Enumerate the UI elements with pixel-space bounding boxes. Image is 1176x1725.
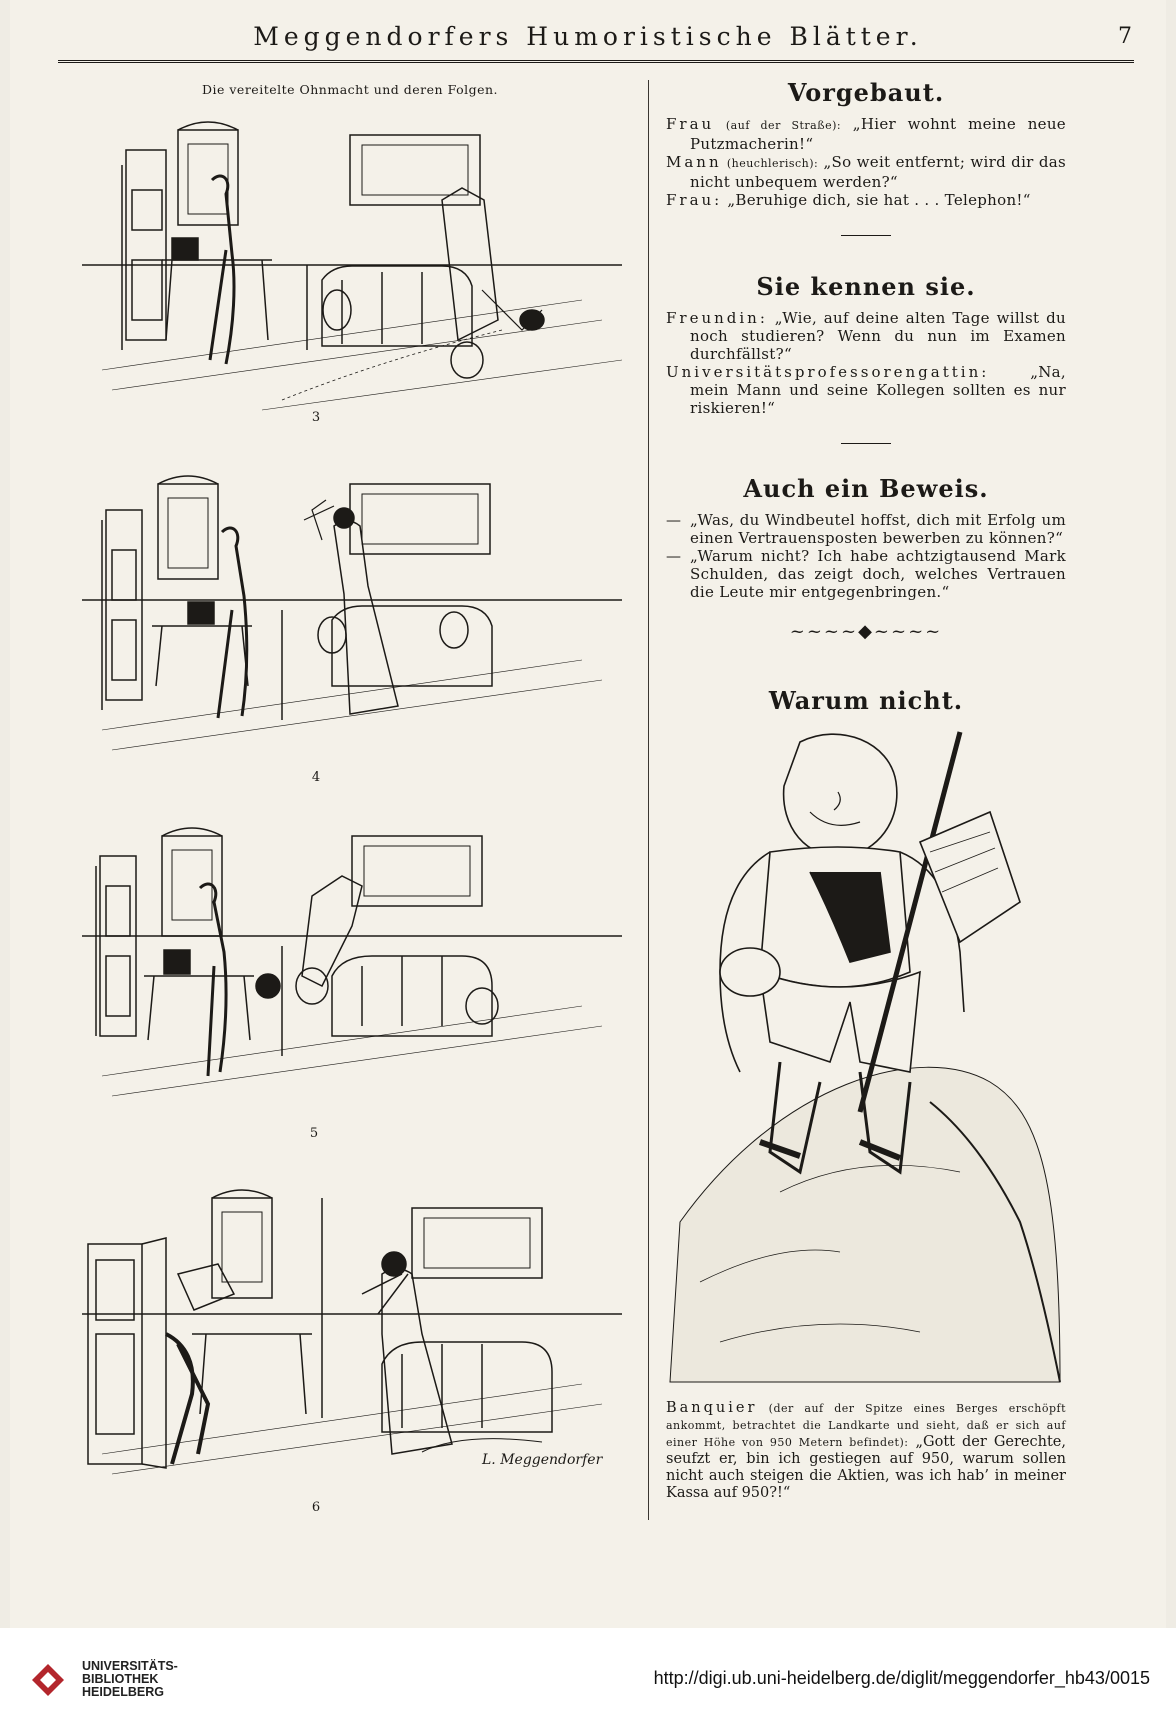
stage-direction: (der auf der Spitze eines Berges erschöpft ankommt, betrachtet die Landkarte und sieht, daß er sich auf einer Höhe von 950 Metern befindet): bbox=[666, 1402, 1067, 1449]
dialogue-line bbox=[666, 115, 1066, 153]
library-name-line: HEIDELBERG bbox=[82, 1685, 164, 1699]
dialogue-line bbox=[666, 363, 1066, 417]
line-text: „Warum nicht? Ich habe achtzigtausend Mark Schulden, das zeigt doch, welches Vertrauen die Leute mir entgegenbringen.“ bbox=[690, 547, 1066, 601]
line-text: „Na, mein Mann und seine Kollegen sollten es nur riskieren!“ bbox=[690, 363, 1066, 417]
cartoon-panel-4 bbox=[82, 470, 622, 785]
article-sie-kennen-sie bbox=[666, 272, 1066, 444]
panel-4-drawing bbox=[82, 470, 622, 770]
library-name-line: BIBLIOTHEK bbox=[82, 1672, 159, 1686]
speaker: Mann bbox=[666, 153, 722, 171]
panel-number: 6 bbox=[311, 1500, 321, 1515]
library-logo-icon bbox=[26, 1658, 70, 1702]
ornament-divider: ~~~~◆~~~~ bbox=[789, 621, 943, 642]
banker-illustration bbox=[660, 722, 1070, 1392]
section-separator bbox=[841, 235, 891, 236]
dialogue-line bbox=[666, 191, 1066, 209]
stage-direction: (auf der Straße): bbox=[725, 119, 842, 132]
library-name-line: UNIVERSITÄTS- bbox=[82, 1659, 178, 1673]
dialogue-line bbox=[666, 309, 1066, 363]
speaker: Frau bbox=[666, 115, 715, 133]
section-separator bbox=[841, 443, 891, 444]
caption-text bbox=[666, 1400, 1066, 1502]
article-warum-nicht bbox=[666, 686, 1066, 715]
dialogue-line bbox=[666, 511, 1066, 547]
article-vorgebaut bbox=[666, 78, 1066, 236]
line-text: „Hier wohnt meine neue Putzmacherin!“ bbox=[690, 115, 1066, 153]
running-title: Meggendorfers Humoristische Blätter. bbox=[253, 22, 923, 51]
banker-drawing bbox=[660, 722, 1070, 1392]
panel-number: 3 bbox=[311, 410, 321, 425]
article-title: Auch ein Beweis. bbox=[743, 474, 989, 503]
panel-number: 5 bbox=[309, 1126, 319, 1141]
article-auch-ein-beweis bbox=[666, 474, 1066, 642]
stage-direction: (heuchlerisch): bbox=[726, 157, 819, 170]
cartoon-panel-5 bbox=[82, 826, 622, 1141]
cartoon-series-caption: Die vereitelte Ohnmacht und deren Folgen. bbox=[201, 82, 499, 97]
header-rule bbox=[58, 60, 1134, 63]
panel-3-drawing bbox=[82, 120, 622, 420]
speaker: Frau: bbox=[666, 191, 723, 209]
article-title: Warum nicht. bbox=[768, 686, 964, 715]
line-text: „Gott der Gerechte, seufzt er, bin ich gestiegen auf 950, warum sollen nicht auch steigen die Aktien, was ich hab’ in meiner Kassa auf 950?!“ bbox=[666, 1434, 1066, 1501]
cartoon-panel-3 bbox=[82, 120, 622, 425]
line-text: „So weit entfernt; wird dir das nicht unbequem werden?“ bbox=[690, 153, 1066, 191]
library-name bbox=[82, 1660, 178, 1699]
source-url-link[interactable]: http://digi.ub.uni-heidelberg.de/diglit/meggendorfer_hb43/0015 bbox=[653, 1668, 1150, 1688]
banker-caption bbox=[666, 1400, 1066, 1502]
footer-bar bbox=[0, 1628, 1176, 1725]
column-divider bbox=[648, 80, 649, 1520]
page-number: 7 bbox=[1118, 24, 1132, 49]
speaker: Banquier bbox=[666, 1400, 758, 1416]
article-title: Sie kennen sie. bbox=[756, 272, 976, 301]
artist-signature: L. Meggendorfer bbox=[482, 1452, 603, 1468]
dash: — bbox=[666, 547, 682, 565]
dialogue-line bbox=[666, 547, 1066, 601]
cartoon-panel-6 bbox=[82, 1184, 622, 1515]
article-title: Vorgebaut. bbox=[787, 78, 945, 107]
dash: — bbox=[666, 511, 682, 529]
line-text: „Was, du Windbeutel hoffst, dich mit Erfolg um einen Vertrauensposten bewerben zu können?“ bbox=[690, 511, 1066, 547]
line-text: „Wie, auf deine alten Tage willst du noch studieren? Wenn du nun im Examen durchfällst?“ bbox=[690, 309, 1066, 363]
line-text: „Beruhige dich, sie hat . . . Telephon!“ bbox=[727, 191, 1031, 209]
dialogue-line bbox=[666, 153, 1066, 191]
speaker: Universitätsprofessorengattin: bbox=[666, 363, 990, 381]
panel-number: 4 bbox=[311, 770, 321, 785]
panel-5-drawing bbox=[82, 826, 622, 1116]
panel-6-drawing bbox=[82, 1184, 622, 1484]
speaker: Freundin: bbox=[666, 309, 768, 327]
